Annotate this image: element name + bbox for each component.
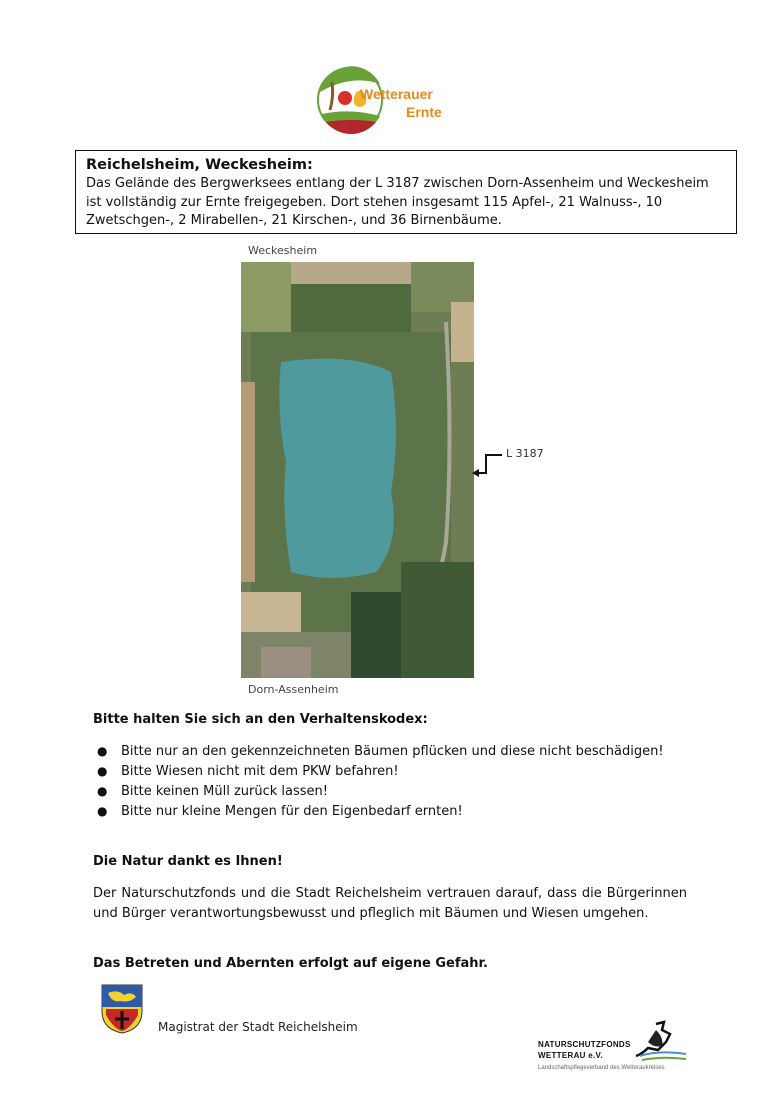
bullet-icon: ● bbox=[97, 764, 108, 778]
rule-item: ● Bitte nur kleine Mengen für den Eigenbedarf ernten! bbox=[97, 804, 463, 819]
naturschutzfonds-subtitle: Landschaftspflegeverband des Wetteraukreises bbox=[538, 1065, 665, 1071]
reichelsheim-coat-of-arms-icon bbox=[100, 983, 144, 1035]
risk-notice: Das Betreten und Abernten erfolgt auf eigene Gefahr. bbox=[93, 956, 488, 971]
codex-heading: Bitte halten Sie sich an den Verhaltenskodex: bbox=[93, 712, 428, 727]
map-label-weckesheim: Weckesheim bbox=[248, 244, 318, 257]
location-title: Reichelsheim, Weckesheim: bbox=[86, 157, 313, 173]
nature-thanks-heading: Die Natur dankt es Ihnen! bbox=[93, 854, 283, 869]
rule-item: ● Bitte nur an den gekennzeichneten Bäumen pflücken und diese nicht beschädigen! bbox=[97, 744, 664, 759]
rule-item: ● Bitte keinen Müll zurück lassen! bbox=[97, 784, 328, 799]
rules-list bbox=[93, 742, 689, 822]
naturschutzfonds-name: NATURSCHUTZFONDS bbox=[538, 1040, 631, 1049]
road-label-l3187: L 3187 bbox=[506, 447, 544, 460]
road-pointer-arrow-icon bbox=[472, 447, 508, 481]
trust-paragraph: Der Naturschutzfonds und die Stadt Reichelsheim vertrauen darauf, dass die Bürgerinnen und Bürger verantwortungsbewusst und pfleglich mit Bäumen und Wiesen umgehen. bbox=[93, 886, 687, 921]
aerial-map-image bbox=[241, 262, 474, 678]
location-description: Das Gelände des Bergwerksees entlang der L 3187 zwischen Dorn-Assenheim und Weckesheim ist vollständig zur Ernte freigegeben. Dort stehen insgesamt 115 Apfel-, 21 Walnuss-, 10 Zwetschgen-, 2 Mirabellen-, 21 Kirschen-, und 36 Birnenbäume. bbox=[86, 176, 709, 228]
logo-text-ernte: Ernte bbox=[406, 104, 442, 120]
bullet-icon: ● bbox=[97, 784, 108, 798]
magistrat-label: Magistrat der Stadt Reichelsheim bbox=[158, 1020, 358, 1034]
rule-item: ● Bitte Wiesen nicht mit dem PKW befahren! bbox=[97, 764, 399, 779]
naturschutzfonds-suffix: WETTERAU e.V. bbox=[538, 1051, 603, 1060]
bullet-icon: ● bbox=[97, 744, 108, 758]
location-info-box bbox=[75, 150, 737, 234]
bullet-icon: ● bbox=[97, 804, 108, 818]
map-label-dorn-assenheim: Dorn-Assenheim bbox=[248, 683, 339, 696]
logo-text-wetterauer: Wetterauer bbox=[360, 86, 433, 102]
